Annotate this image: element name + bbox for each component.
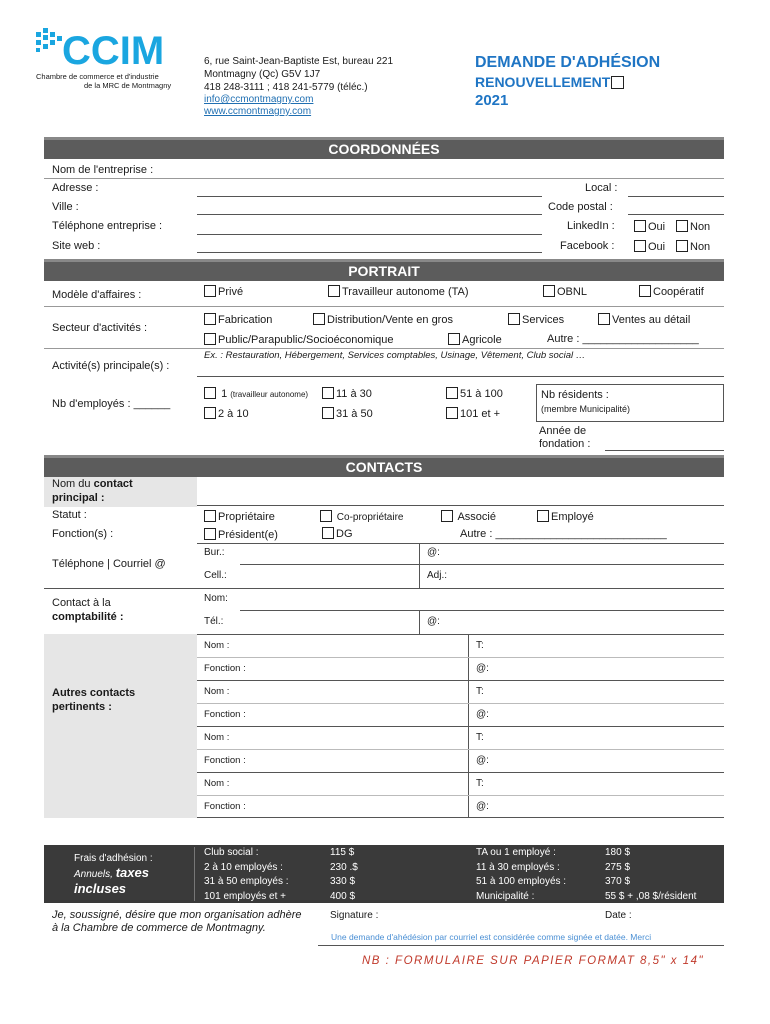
- sector-public-text: Public/Parapublic/Socioéconomique: [218, 334, 394, 346]
- emp-option-101-plus[interactable]: [446, 407, 500, 420]
- renewal-checkbox[interactable]: [611, 76, 624, 89]
- fee-left-category: 2 à 10 employés :: [204, 861, 283, 873]
- main-email-label: @:: [427, 547, 440, 558]
- emp-101-plus-text: 101 et +: [460, 408, 501, 420]
- other-contact-function-label: Fonction :: [204, 801, 246, 812]
- accounting-tel-label: Tél.:: [204, 616, 224, 627]
- office-phone-line[interactable]: [240, 564, 724, 565]
- sector-option-services[interactable]: [508, 313, 564, 326]
- fee-right-category: 51 à 100 employés :: [476, 876, 567, 887]
- emp-31-50-text: 31 à 50: [336, 408, 373, 420]
- other-contact-name-label: Nom :: [204, 686, 230, 697]
- emp-51-100-checkbox[interactable]: [446, 387, 458, 399]
- form-year: 2021: [475, 92, 509, 109]
- sector-retail-text: Ventes au détail: [612, 314, 691, 326]
- status-owner-text: Propriétaire: [218, 511, 275, 523]
- linkedin-no-option[interactable]: [676, 220, 710, 233]
- emp-11-30-checkbox[interactable]: [322, 387, 334, 399]
- other-contacts-label-column: [44, 634, 197, 818]
- alt-email-label: Adj.:: [427, 570, 448, 581]
- model-ta-checkbox[interactable]: [328, 285, 340, 297]
- fee-left-amount: 115 $: [330, 847, 355, 858]
- divider-line: [197, 543, 724, 544]
- linkedin-no-checkbox[interactable]: [676, 220, 688, 232]
- facebook-no-checkbox[interactable]: [676, 240, 688, 252]
- email-link[interactable]: info@ccmontmagny.com: [204, 94, 314, 105]
- facebook-yes-option[interactable]: [634, 240, 665, 253]
- status-associate-text: Associé: [457, 511, 496, 523]
- local-line[interactable]: [628, 196, 724, 197]
- accounting-label-2: comptabilité :: [52, 611, 124, 623]
- section-band-coordonnees: COORDONNÉES: [44, 137, 724, 159]
- function-dg-text: DG: [336, 528, 353, 540]
- status-option-coowner[interactable]: [320, 510, 403, 523]
- section-band-portrait: PORTRAIT: [44, 259, 724, 281]
- phone-line[interactable]: [197, 234, 542, 235]
- emp-option-2-10[interactable]: [204, 407, 249, 420]
- status-label: Statut :: [52, 509, 87, 521]
- divider-line: [44, 306, 724, 307]
- other-contacts-label-2: pertinents :: [52, 701, 112, 713]
- fee-left-amount: 400 $: [330, 890, 356, 902]
- activity-label: Activité(s) principale(s) :: [52, 360, 170, 372]
- accounting-name-line[interactable]: [240, 610, 724, 611]
- sector-distribution-checkbox[interactable]: [313, 313, 325, 325]
- sector-retail-checkbox[interactable]: [598, 313, 610, 325]
- main-contact-text: Nom du: [52, 478, 91, 490]
- residents-label: Nb résidents :: [541, 389, 609, 401]
- linkedin-no-text: Non: [690, 221, 711, 233]
- renewal-text: RENOUVELLEMENT: [475, 74, 611, 90]
- status-employee-checkbox[interactable]: [537, 510, 549, 522]
- paper-format-note: NB : FORMULAIRE SUR PAPIER FORMAT 8,5" x 14": [362, 955, 705, 967]
- address-label: Adresse :: [52, 182, 99, 194]
- fees-label-3: incluses: [74, 881, 127, 896]
- status-coowner-text: Co-propriétaire: [336, 512, 404, 523]
- emp-2-10-text: 2 à 10: [218, 408, 249, 420]
- founded-label-2: fondation :: [539, 438, 591, 450]
- emp-51-100-text: 51 à 100: [460, 388, 503, 400]
- model-prive-text: Privé: [218, 286, 244, 298]
- logo-subtitle-1: Chambre de commerce et d'industrie: [36, 72, 159, 81]
- fees-label-1: Frais d'adhésion :: [74, 853, 153, 864]
- logo-mark-icon: [34, 26, 179, 72]
- emp-2-10-checkbox[interactable]: [204, 407, 216, 419]
- linkedin-yes-text: Oui: [648, 221, 666, 233]
- other-contact-row-line[interactable]: [197, 703, 724, 704]
- other-contact-email-label: @:: [476, 801, 489, 812]
- other-contact-function-label: Fonction :: [204, 755, 246, 766]
- sector-services-text: Services: [522, 314, 565, 326]
- main-contact-line[interactable]: [197, 505, 724, 506]
- business-model-label: Modèle d'affaires :: [52, 289, 142, 301]
- website-label: Site web :: [52, 240, 101, 252]
- sector-other-field[interactable]: Autre : ___________________: [547, 333, 699, 345]
- model-obnl-checkbox[interactable]: [543, 285, 555, 297]
- founded-line[interactable]: [605, 450, 724, 451]
- phone-label: Téléphone entreprise :: [52, 220, 163, 232]
- fees-taxes-text: taxes: [115, 865, 149, 880]
- other-contact-name-label: Nom :: [204, 640, 230, 651]
- residents-note: (membre Municipalité): [541, 404, 631, 414]
- other-contact-phone-label: T:: [476, 732, 484, 743]
- model-option-prive[interactable]: [204, 285, 243, 298]
- emp-option-1[interactable]: [204, 387, 308, 400]
- other-contact-row-line[interactable]: [197, 772, 724, 773]
- emp-option-11-30[interactable]: [322, 387, 372, 400]
- other-contact-row-line[interactable]: [197, 657, 724, 658]
- signature-line[interactable]: [318, 945, 724, 946]
- model-option-obnl[interactable]: [543, 285, 587, 298]
- other-contact-name-label: Nom :: [204, 732, 230, 743]
- emp-1-note: (travailleur autonome): [230, 390, 309, 399]
- section-band-contacts: CONTACTS: [44, 455, 724, 477]
- model-coop-text: Coopératif: [653, 286, 704, 298]
- function-label: Fonction(s) :: [52, 528, 114, 540]
- employees-label: Nb d'employés : ______: [52, 398, 171, 410]
- fee-left-category: 31 à 50 employés :: [204, 876, 289, 887]
- other-contact-row-line[interactable]: [197, 749, 724, 750]
- activity-line[interactable]: [197, 376, 724, 377]
- sector-agricole-checkbox[interactable]: [448, 333, 460, 345]
- fee-right-category: TA ou 1 employé :: [476, 847, 556, 858]
- fees-label-2: [74, 865, 149, 880]
- status-option-employee[interactable]: [537, 510, 594, 523]
- facebook-yes-text: Oui: [648, 241, 666, 253]
- other-contact-function-label: Fonction :: [204, 709, 246, 720]
- other-contact-phone-label: T:: [476, 686, 484, 697]
- fee-right-amount: 370 $: [605, 876, 631, 887]
- emp-1-checkbox[interactable]: [204, 387, 216, 399]
- signature-label: Signature :: [330, 910, 379, 921]
- status-option-associate[interactable]: [441, 510, 496, 523]
- logo-subtitle-2: de la MRC de Montmagny: [84, 81, 172, 90]
- sector-option-retail[interactable]: [598, 313, 690, 326]
- facebook-yes-checkbox[interactable]: [634, 240, 646, 252]
- divider-line: [44, 348, 724, 349]
- status-coowner-checkbox[interactable]: [320, 510, 332, 522]
- divider-line: [419, 610, 420, 634]
- fee-right-amount: 180 $: [605, 847, 631, 858]
- main-contact-label-1: [52, 478, 133, 490]
- other-contact-email-label: @:: [476, 663, 489, 674]
- other-contact-name-label: Nom :: [204, 778, 230, 789]
- form-title: DEMANDE D'ADHÉSION: [475, 54, 661, 71]
- sector-option-public[interactable]: [204, 333, 394, 346]
- sector-option-agricole[interactable]: [448, 333, 502, 346]
- other-contacts-label-1: Autres contacts: [52, 687, 136, 699]
- fee-right-amount: 275 $: [605, 861, 631, 873]
- function-dg-checkbox[interactable]: [322, 527, 334, 539]
- postal-code-label: Code postal :: [548, 201, 613, 213]
- emp-1-text: 1: [221, 388, 228, 400]
- function-president-text: Président(e): [218, 529, 278, 541]
- activity-example: Ex. : Restauration, Hébergement, Services comptables, Usinage, Vêtement, Club social …: [204, 350, 586, 361]
- other-contact-row-line[interactable]: [197, 795, 724, 796]
- model-option-ta[interactable]: [328, 285, 469, 298]
- other-contact-phone-label: T:: [476, 778, 484, 789]
- svg-text:CCIM: CCIM: [62, 29, 165, 72]
- cell-phone-label: Cell.:: [204, 570, 227, 581]
- emp-31-50-checkbox[interactable]: [322, 407, 334, 419]
- facebook-label: Facebook :: [560, 240, 615, 252]
- fees-annual-text: Annuels,: [74, 869, 113, 880]
- other-contact-row-line[interactable]: [197, 726, 724, 727]
- address-line[interactable]: [197, 196, 542, 197]
- linkedin-label: LinkedIn :: [567, 220, 615, 232]
- model-option-coop[interactable]: [639, 285, 704, 298]
- declaration-text: Je, soussigné, désire que mon organisation adhère à la Chambre de commerce de Montmagny.: [52, 909, 302, 934]
- status-owner-checkbox[interactable]: [204, 510, 216, 522]
- tel-mail-label: Téléphone | Courriel @: [52, 558, 166, 570]
- sector-option-fabrication[interactable]: [204, 313, 272, 326]
- facebook-no-option[interactable]: [676, 240, 710, 253]
- local-label: Local :: [585, 182, 618, 194]
- sector-option-distribution[interactable]: [313, 313, 453, 326]
- divider-line: [44, 588, 724, 589]
- postal-code-line[interactable]: [628, 214, 724, 215]
- founded-label-1: Année de: [539, 425, 587, 437]
- accounting-label-1: Contact à la: [52, 597, 111, 609]
- address-line-2: Montmagny (Qc) G5V 1J7: [204, 69, 321, 80]
- model-coop-checkbox[interactable]: [639, 285, 651, 297]
- fee-right-amount: 55 $ + ,08 $/résident: [605, 890, 697, 902]
- fee-left-category: Club social :: [204, 847, 259, 858]
- city-label: Ville :: [52, 201, 79, 213]
- renewal-label: [475, 74, 626, 90]
- emp-101-plus-checkbox[interactable]: [446, 407, 458, 419]
- fee-right-category: 11 à 30 employés :: [476, 861, 560, 873]
- model-obnl-text: OBNL: [557, 286, 587, 298]
- phone-numbers: 418 248-3111 ; 418 241-5779 (téléc.): [204, 82, 368, 93]
- facebook-no-text: Non: [690, 241, 711, 253]
- fee-left-amount: 330 $: [330, 876, 356, 887]
- email-signature-note: Une demande d'ahédésion par courriel est considérée comme signée et datée. Merci: [331, 932, 652, 942]
- fee-right-category: Municipalité :: [476, 890, 535, 902]
- function-other-field[interactable]: Autre : ____________________________: [460, 528, 667, 540]
- emp-option-31-50[interactable]: [322, 407, 373, 420]
- other-contact-phone-label: T:: [476, 640, 484, 651]
- main-contact-bold: contact: [93, 478, 133, 490]
- date-label: Date :: [605, 910, 632, 921]
- linkedin-yes-option[interactable]: [634, 220, 665, 233]
- status-associate-checkbox[interactable]: [441, 510, 453, 522]
- other-contact-function-label: Fonction :: [204, 663, 246, 674]
- address-line-1: 6, rue Saint-Jean-Baptiste Est, bureau 221: [204, 56, 394, 67]
- accounting-email-label: @:: [427, 616, 440, 627]
- sector-label: Secteur d'activités :: [52, 322, 148, 334]
- accounting-name-label: Nom:: [204, 593, 228, 604]
- logo: [34, 26, 179, 92]
- model-prive-checkbox[interactable]: [204, 285, 216, 297]
- website-line[interactable]: [197, 252, 542, 253]
- status-employee-text: Employé: [551, 511, 594, 523]
- linkedin-yes-checkbox[interactable]: [634, 220, 646, 232]
- divider-line: [194, 847, 195, 901]
- website-link[interactable]: www.ccmontmagny.com: [204, 106, 312, 117]
- divider-line: [419, 543, 420, 588]
- function-option-president[interactable]: [204, 528, 278, 541]
- office-phone-label: Bur.:: [204, 547, 225, 558]
- sector-agricole-text: Agricole: [462, 334, 502, 346]
- other-contact-email-label: @:: [476, 709, 489, 720]
- other-contact-email-label: @:: [476, 755, 489, 766]
- model-ta-text: Travailleur autonome (TA): [342, 286, 469, 298]
- emp-option-51-100[interactable]: [446, 387, 503, 400]
- function-president-checkbox[interactable]: [204, 528, 216, 540]
- sector-fabrication-checkbox[interactable]: [204, 313, 216, 325]
- emp-11-30-text: 11 à 30: [336, 388, 372, 400]
- other-contact-row-line[interactable]: [197, 680, 724, 681]
- sector-distribution-text: Distribution/Vente en gros: [327, 314, 453, 326]
- status-option-owner[interactable]: [204, 510, 275, 523]
- sector-services-checkbox[interactable]: [508, 313, 520, 325]
- fee-left-amount: 230 .$: [330, 861, 358, 873]
- company-name-line[interactable]: [44, 178, 724, 179]
- city-line[interactable]: [197, 214, 542, 215]
- sector-public-checkbox[interactable]: [204, 333, 216, 345]
- fees-panel: [44, 845, 724, 903]
- function-option-dg[interactable]: [322, 527, 353, 540]
- company-name-label: Nom de l'entreprise :: [52, 164, 154, 176]
- main-contact-label-2: principal :: [52, 492, 105, 504]
- sector-fabrication-text: Fabrication: [218, 314, 273, 326]
- fee-left-category: 101 employés et +: [204, 890, 286, 902]
